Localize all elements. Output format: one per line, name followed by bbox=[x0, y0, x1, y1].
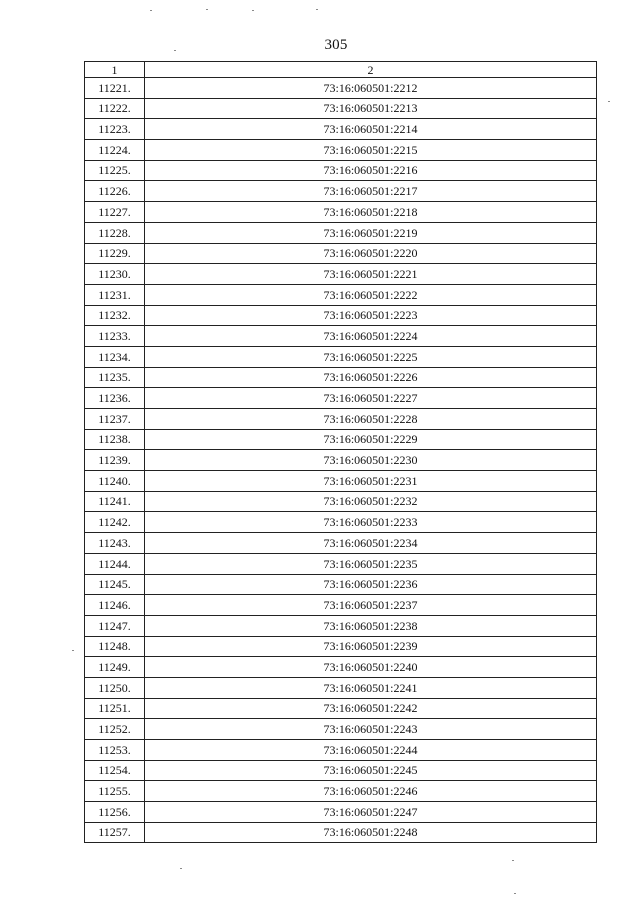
cadastral-code: 73:16:060501:2227 bbox=[145, 388, 597, 409]
table-row bbox=[85, 657, 597, 678]
table-row bbox=[85, 760, 597, 781]
row-number: 11249. bbox=[85, 657, 145, 678]
table-row bbox=[85, 533, 597, 554]
table-row bbox=[85, 326, 597, 347]
cadastral-code: 73:16:060501:2218 bbox=[145, 202, 597, 223]
table-row bbox=[85, 264, 597, 285]
table-row bbox=[85, 388, 597, 409]
cadastral-code: 73:16:060501:2219 bbox=[145, 222, 597, 243]
scan-speck bbox=[180, 868, 182, 869]
row-number: 11232. bbox=[85, 305, 145, 326]
row-number: 11224. bbox=[85, 140, 145, 161]
row-number: 11226. bbox=[85, 181, 145, 202]
table-row bbox=[85, 243, 597, 264]
row-number: 11233. bbox=[85, 326, 145, 347]
table-row bbox=[85, 574, 597, 595]
row-number: 11241. bbox=[85, 491, 145, 512]
row-number: 11256. bbox=[85, 802, 145, 823]
cadastral-code: 73:16:060501:2230 bbox=[145, 450, 597, 471]
cadastral-code: 73:16:060501:2213 bbox=[145, 98, 597, 119]
table-row bbox=[85, 719, 597, 740]
table-row bbox=[85, 119, 597, 140]
cadastral-code: 73:16:060501:2241 bbox=[145, 677, 597, 698]
table-header-row bbox=[85, 62, 597, 78]
table-row bbox=[85, 181, 597, 202]
table-row bbox=[85, 305, 597, 326]
table-row bbox=[85, 781, 597, 802]
row-number: 11229. bbox=[85, 243, 145, 264]
scan-speck bbox=[72, 650, 74, 651]
row-number: 11244. bbox=[85, 553, 145, 574]
row-number: 11243. bbox=[85, 533, 145, 554]
table-row bbox=[85, 78, 597, 99]
cadastral-code: 73:16:060501:2232 bbox=[145, 491, 597, 512]
cadastral-code: 73:16:060501:2244 bbox=[145, 740, 597, 761]
row-number: 11231. bbox=[85, 284, 145, 305]
registry-table bbox=[84, 61, 597, 843]
table-row bbox=[85, 677, 597, 698]
cadastral-code: 73:16:060501:2226 bbox=[145, 367, 597, 388]
scan-speck bbox=[512, 860, 514, 861]
cadastral-code: 73:16:060501:2221 bbox=[145, 264, 597, 285]
table-row bbox=[85, 512, 597, 533]
row-number: 11253. bbox=[85, 740, 145, 761]
scan-speck bbox=[174, 50, 176, 51]
table-row bbox=[85, 346, 597, 367]
row-number: 11239. bbox=[85, 450, 145, 471]
table-row bbox=[85, 450, 597, 471]
scan-speck bbox=[150, 10, 152, 11]
row-number: 11254. bbox=[85, 760, 145, 781]
row-number: 11223. bbox=[85, 119, 145, 140]
cadastral-code: 73:16:060501:2229 bbox=[145, 429, 597, 450]
column-header-number: 1 bbox=[85, 62, 145, 78]
table-row bbox=[85, 636, 597, 657]
table-row bbox=[85, 698, 597, 719]
row-number: 11227. bbox=[85, 202, 145, 223]
table-row bbox=[85, 491, 597, 512]
table-body bbox=[85, 78, 597, 843]
row-number: 11238. bbox=[85, 429, 145, 450]
cadastral-code: 73:16:060501:2248 bbox=[145, 822, 597, 843]
row-number: 11257. bbox=[85, 822, 145, 843]
table-row bbox=[85, 409, 597, 430]
cadastral-code: 73:16:060501:2231 bbox=[145, 471, 597, 492]
column-header-cadastral-code: 2 bbox=[145, 62, 597, 78]
row-number: 11246. bbox=[85, 595, 145, 616]
row-number: 11248. bbox=[85, 636, 145, 657]
table-row bbox=[85, 553, 597, 574]
table-row bbox=[85, 822, 597, 843]
table-row bbox=[85, 595, 597, 616]
cadastral-code: 73:16:060501:2222 bbox=[145, 284, 597, 305]
cadastral-code: 73:16:060501:2217 bbox=[145, 181, 597, 202]
table-row bbox=[85, 429, 597, 450]
scan-speck bbox=[252, 10, 254, 11]
cadastral-code: 73:16:060501:2247 bbox=[145, 802, 597, 823]
cadastral-code: 73:16:060501:2245 bbox=[145, 760, 597, 781]
page-number: 305 bbox=[324, 37, 348, 53]
cadastral-code: 73:16:060501:2233 bbox=[145, 512, 597, 533]
cadastral-code: 73:16:060501:2234 bbox=[145, 533, 597, 554]
row-number: 11247. bbox=[85, 615, 145, 636]
cadastral-code: 73:16:060501:2237 bbox=[145, 595, 597, 616]
row-number: 11251. bbox=[85, 698, 145, 719]
table-row bbox=[85, 202, 597, 223]
cadastral-code: 73:16:060501:2214 bbox=[145, 119, 597, 140]
row-number: 11236. bbox=[85, 388, 145, 409]
row-number: 11221. bbox=[85, 78, 145, 99]
cadastral-code: 73:16:060501:2236 bbox=[145, 574, 597, 595]
row-number: 11228. bbox=[85, 222, 145, 243]
row-number: 11225. bbox=[85, 160, 145, 181]
row-number: 11234. bbox=[85, 346, 145, 367]
cadastral-code: 73:16:060501:2223 bbox=[145, 305, 597, 326]
cadastral-code: 73:16:060501:2235 bbox=[145, 553, 597, 574]
row-number: 11237. bbox=[85, 409, 145, 430]
row-number: 11245. bbox=[85, 574, 145, 595]
scan-speck bbox=[514, 893, 516, 894]
cadastral-code: 73:16:060501:2215 bbox=[145, 140, 597, 161]
row-number: 11222. bbox=[85, 98, 145, 119]
cadastral-code: 73:16:060501:2220 bbox=[145, 243, 597, 264]
row-number: 11250. bbox=[85, 677, 145, 698]
scan-speck bbox=[608, 101, 610, 102]
cadastral-code: 73:16:060501:2238 bbox=[145, 615, 597, 636]
row-number: 11252. bbox=[85, 719, 145, 740]
cadastral-code: 73:16:060501:2216 bbox=[145, 160, 597, 181]
cadastral-code: 73:16:060501:2246 bbox=[145, 781, 597, 802]
cadastral-code: 73:16:060501:2243 bbox=[145, 719, 597, 740]
table-row bbox=[85, 740, 597, 761]
row-number: 11255. bbox=[85, 781, 145, 802]
table-row bbox=[85, 615, 597, 636]
row-number: 11235. bbox=[85, 367, 145, 388]
table-row bbox=[85, 98, 597, 119]
cadastral-code: 73:16:060501:2242 bbox=[145, 698, 597, 719]
table-row bbox=[85, 140, 597, 161]
cadastral-code: 73:16:060501:2228 bbox=[145, 409, 597, 430]
table-row bbox=[85, 222, 597, 243]
row-number: 11240. bbox=[85, 471, 145, 492]
table-row bbox=[85, 284, 597, 305]
row-number: 11242. bbox=[85, 512, 145, 533]
row-number: 11230. bbox=[85, 264, 145, 285]
cadastral-code: 73:16:060501:2212 bbox=[145, 78, 597, 99]
cadastral-code: 73:16:060501:2240 bbox=[145, 657, 597, 678]
scan-speck bbox=[206, 9, 208, 10]
cadastral-code: 73:16:060501:2239 bbox=[145, 636, 597, 657]
scan-speck bbox=[316, 9, 318, 10]
table-row bbox=[85, 802, 597, 823]
table-row bbox=[85, 471, 597, 492]
cadastral-code: 73:16:060501:2225 bbox=[145, 346, 597, 367]
cadastral-code: 73:16:060501:2224 bbox=[145, 326, 597, 347]
table-row bbox=[85, 160, 597, 181]
table-row bbox=[85, 367, 597, 388]
